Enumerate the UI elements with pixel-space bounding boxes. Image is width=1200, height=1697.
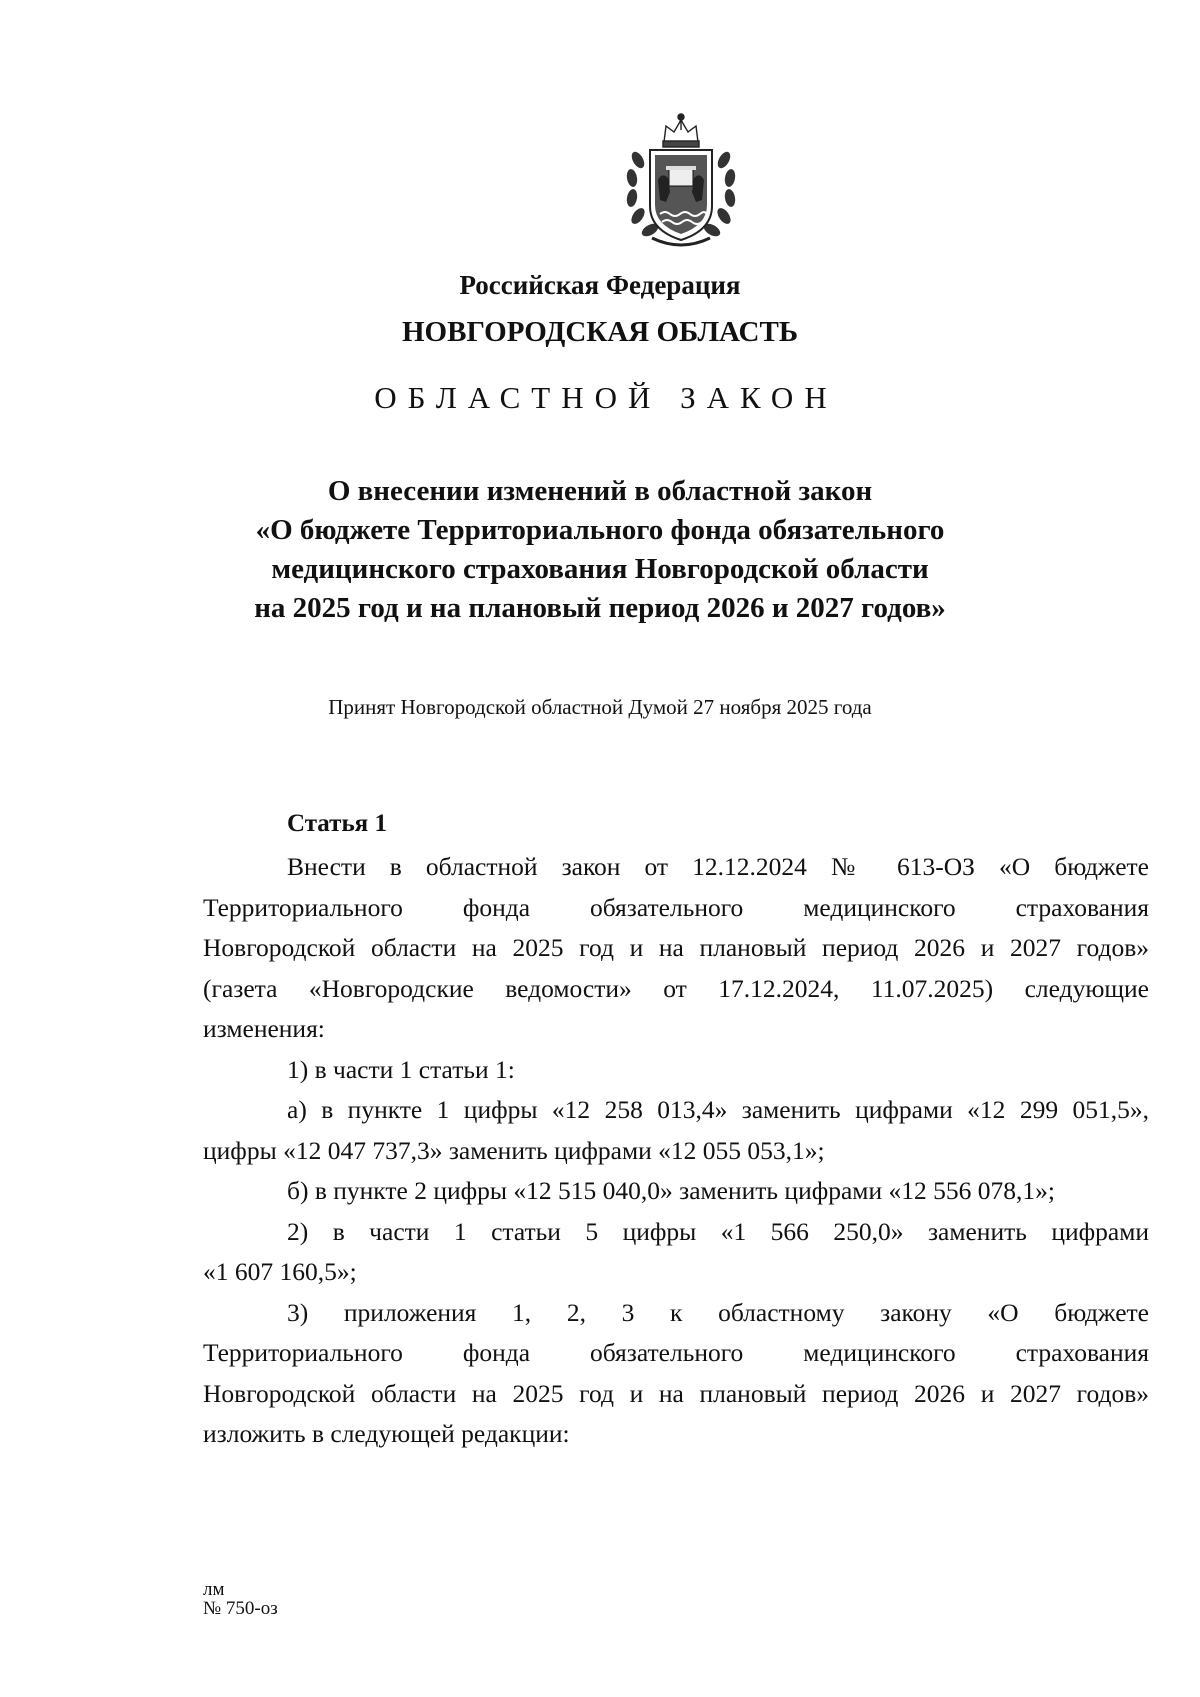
article-line: Новгородской области на 2025 год и на плановый период 2026 и 2027 годов» bbox=[203, 933, 1149, 962]
article-line: изменения: bbox=[203, 1014, 325, 1043]
article-line: 1) в части 1 статьи 1: bbox=[287, 1054, 515, 1084]
article-line: Внести в областной закон от 12.12.2024 № 613-ОЗ «О бюджете bbox=[287, 852, 1149, 881]
article-line: Территориального фонда обязательного медицинского страхования bbox=[203, 1338, 1149, 1367]
law-title-line: О внесении изменений в областной закон bbox=[327, 475, 873, 507]
article-line: б) в пункте 2 цифры «12 515 040,0» заменить цифрами «12 556 078,1»; bbox=[287, 1176, 1055, 1205]
article-line: 2) в части 1 статьи 5 цифры «1 566 250,0» заменить цифрами bbox=[287, 1216, 1149, 1246]
article-heading: Статья 1 bbox=[287, 810, 387, 837]
footer-law-number: № 750-оз bbox=[203, 1598, 278, 1619]
novgorod-coat-of-arms-icon bbox=[622, 110, 740, 254]
federation-heading: Российская Федерация bbox=[459, 270, 741, 300]
footer-initials: лм bbox=[203, 1579, 225, 1600]
law-title bbox=[0, 472, 1200, 628]
article-line: Новгородской области на 2025 год и на плановый период 2026 и 2027 годов» bbox=[203, 1378, 1149, 1408]
article-line: а) в пункте 1 цифры «12 258 013,4» заменить цифрами «12 299 051,5», bbox=[287, 1095, 1149, 1124]
document-footer bbox=[203, 1580, 278, 1618]
article-line: изложить в следующей редакции: bbox=[203, 1419, 570, 1448]
article-line: цифры «12 047 737,3» заменить цифрами «12 055 053,1»; bbox=[203, 1135, 825, 1165]
article-line: 3) приложения 1, 2, 3 к областному закону «О бюджете bbox=[287, 1297, 1149, 1327]
law-type-heading: ОБЛАСТНОЙ ЗАКОН bbox=[374, 380, 838, 415]
region-heading: НОВГОРОДСКАЯ ОБЛАСТЬ bbox=[401, 316, 799, 348]
article-line: «1 607 160,5»; bbox=[203, 1257, 357, 1286]
article-body bbox=[203, 847, 1149, 1455]
article-line: (газета «Новгородские ведомости» от 17.12.2024, 11.07.2025) следующие bbox=[203, 973, 1149, 1003]
adoption-note: Принят Новгородской областной Думой 27 ноября 2025 года bbox=[328, 695, 872, 719]
law-title-line: медицинского страхования Новгородской области bbox=[271, 553, 929, 585]
law-title-line: «О бюджете Территориального фонда обязательного bbox=[255, 514, 945, 546]
article-line: Территориального фонда обязательного медицинского страхования bbox=[203, 892, 1149, 922]
law-title-line: на 2025 год и на плановый период 2026 и 2027 годов» bbox=[254, 592, 946, 624]
